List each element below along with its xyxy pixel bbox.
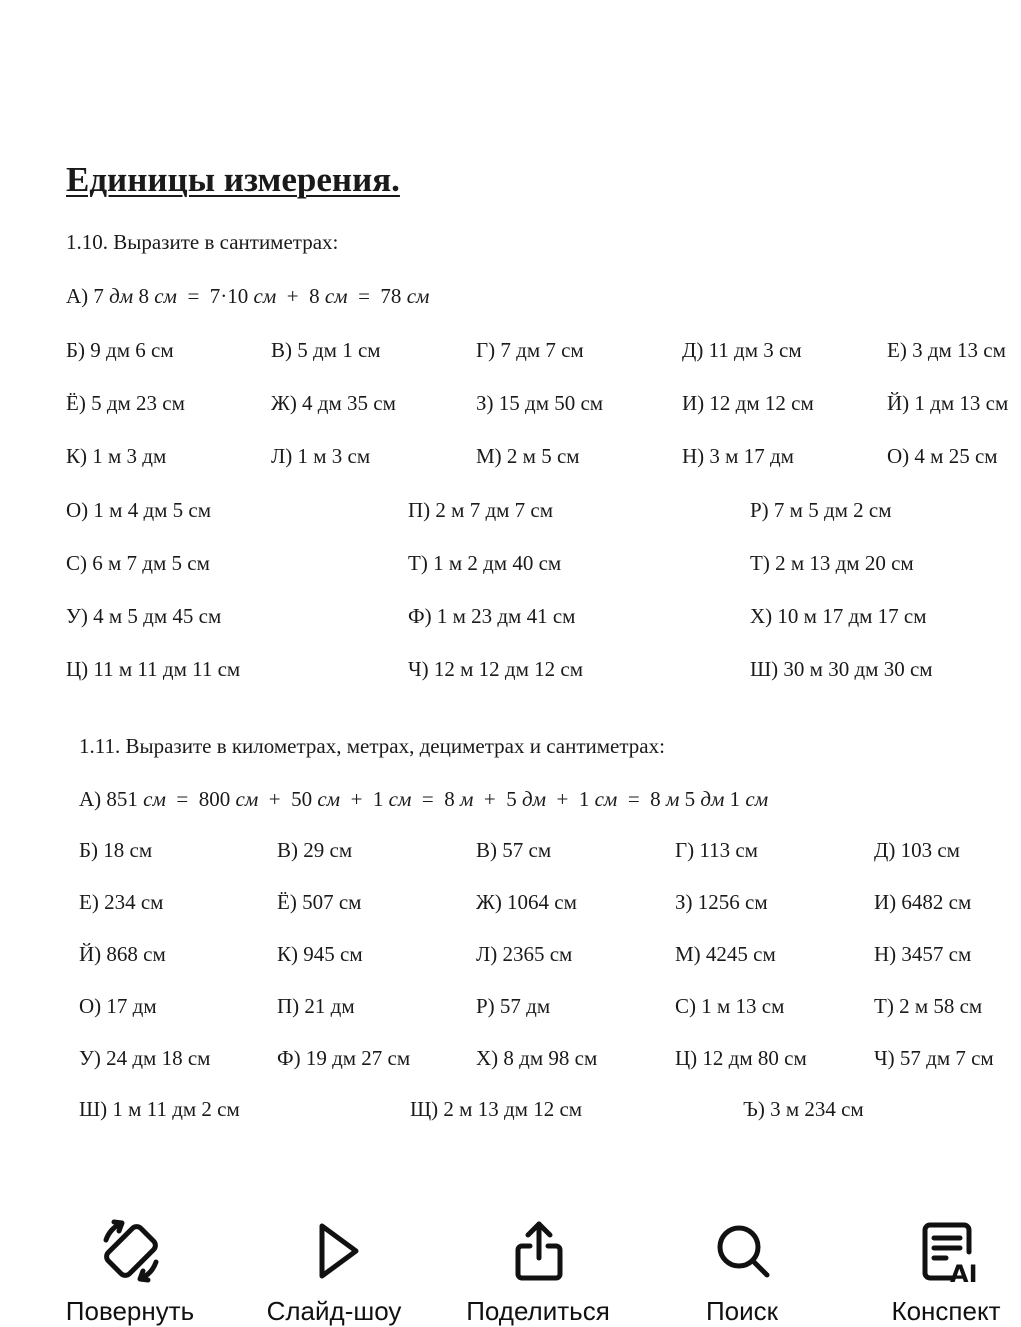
exercise-item: Л) 1 м 3 см <box>271 444 371 468</box>
exercise-item: Ж) 1064 см <box>476 890 577 914</box>
task-1-10-heading: 1.10. Выразите в сантиметрах: <box>66 230 339 254</box>
slideshow-button[interactable] <box>234 1218 434 1326</box>
exercise-item: К) 945 см <box>277 942 363 966</box>
exercise-item: Ш) 1 м 11 дм 2 см <box>79 1097 240 1121</box>
unit-text: см <box>406 284 430 308</box>
exercise-item: Ф) 19 дм 27 см <box>277 1046 411 1070</box>
unit-text: дм <box>521 787 547 811</box>
exercise-row <box>0 498 1010 528</box>
exercise-row <box>0 657 1010 687</box>
exercise-item: Ё) 5 дм 23 см <box>66 391 185 415</box>
ai-summary-icon <box>916 1218 978 1284</box>
exercise-item: И) 6482 см <box>874 890 972 914</box>
bottom-toolbar <box>0 1200 1021 1326</box>
exercise-item: М) 2 м 5 см <box>476 444 580 468</box>
exercise-item: Б) 18 см <box>79 838 153 862</box>
exercise-item: Х) 8 дм 98 см <box>476 1046 598 1070</box>
unit-text: см <box>154 284 177 308</box>
unit-text: см <box>235 787 259 811</box>
exercise-row <box>0 604 1010 634</box>
exercise-item: У) 4 м 5 дм 45 см <box>66 604 222 628</box>
exercise-item: Т) 2 м 58 см <box>874 994 983 1018</box>
exercise-row <box>0 444 1010 474</box>
formula-text: + 50 <box>258 787 318 811</box>
rotate-icon <box>100 1218 162 1284</box>
formula-text: 5 <box>679 787 701 811</box>
rotate-label: Повернуть <box>65 1296 195 1326</box>
exercise-item: И) 12 дм 12 см <box>682 391 814 415</box>
exercise-item: Й) 1 дм 13 см <box>887 391 1009 415</box>
task-1-10-example <box>66 284 429 309</box>
formula-text: = 800 <box>165 787 236 811</box>
unit-text: дм <box>109 284 134 308</box>
task1-ex-label: А) <box>66 284 94 308</box>
formula-text: + 1 <box>546 787 595 811</box>
exercise-item: Л) 2365 см <box>476 942 573 966</box>
share-icon <box>508 1218 570 1284</box>
exercise-item: Т) 1 м 2 дм 40 см <box>408 551 562 575</box>
exercise-item: У) 24 дм 18 см <box>79 1046 211 1070</box>
formula-text: 1 <box>724 787 746 811</box>
exercise-item: Т) 2 м 13 дм 20 см <box>750 551 914 575</box>
exercise-item: К) 1 м 3 дм <box>66 444 167 468</box>
exercise-item: Г) 113 см <box>675 838 758 862</box>
exercise-item: Ж) 4 дм 35 см <box>271 391 396 415</box>
formula-text: = 8 <box>617 787 666 811</box>
exercise-item: Р) 57 дм <box>476 994 551 1018</box>
exercise-row <box>0 338 1010 368</box>
exercise-item: Р) 7 м 5 дм 2 см <box>750 498 892 522</box>
formula-text: = 78 <box>347 284 407 308</box>
exercise-item: С) 1 м 13 см <box>675 994 785 1018</box>
summary-label: Конспект <box>891 1296 1001 1326</box>
unit-text: см <box>745 787 769 811</box>
exercise-row <box>0 942 1010 972</box>
exercise-row <box>0 890 1010 920</box>
formula-text: + 1 <box>340 787 389 811</box>
exercise-row <box>0 1046 1010 1076</box>
unit-text: см <box>388 787 412 811</box>
exercise-item: О) 1 м 4 дм 5 см <box>66 498 212 522</box>
slideshow-label: Слайд-шоу <box>266 1296 402 1326</box>
formula-text: + 8 <box>276 284 325 308</box>
exercise-row <box>0 994 1010 1024</box>
unit-text: м <box>665 787 680 811</box>
exercise-item: Е) 3 дм 13 см <box>887 338 1006 362</box>
unit-text: см <box>253 284 277 308</box>
exercise-item: С) 6 м 7 дм 5 см <box>66 551 210 575</box>
exercise-item: Ё) 507 см <box>277 890 362 914</box>
task-1-11-heading: 1.11. Выразите в километрах, метрах, дециметрах и сантиметрах: <box>79 734 665 758</box>
search-button[interactable] <box>642 1218 842 1326</box>
exercise-item: П) 2 м 7 дм 7 см <box>408 498 554 522</box>
task2-ex-label: А) <box>79 787 107 811</box>
exercise-item: Г) 7 дм 7 см <box>476 338 584 362</box>
exercise-item: Д) 11 дм 3 см <box>682 338 802 362</box>
exercise-item: Ц) 12 дм 80 см <box>675 1046 807 1070</box>
unit-text: см <box>143 787 166 811</box>
exercise-item: П) 21 дм <box>277 994 355 1018</box>
exercise-item: З) 15 дм 50 см <box>476 391 604 415</box>
formula-text: + 5 <box>473 787 522 811</box>
exercise-row <box>0 551 1010 581</box>
exercise-row <box>0 391 1010 421</box>
exercise-item: Д) 103 см <box>874 838 960 862</box>
unit-text: дм <box>700 787 725 811</box>
play-icon <box>304 1218 366 1284</box>
formula-text: 851 <box>106 787 144 811</box>
exercise-item: Ч) 12 м 12 дм 12 см <box>408 657 584 681</box>
exercise-item: Й) 868 см <box>79 942 166 966</box>
page-title: Единицы измерения. <box>66 160 400 199</box>
unit-text: см <box>324 284 348 308</box>
exercise-item: Ъ) 3 м 234 см <box>743 1097 864 1121</box>
unit-text: м <box>459 787 474 811</box>
exercise-item: О) 17 дм <box>79 994 157 1018</box>
exercise-item: Ч) 57 дм 7 см <box>874 1046 994 1070</box>
formula-text: = 7·10 <box>176 284 254 308</box>
summary-button[interactable] <box>846 1218 1021 1326</box>
exercise-item: В) 57 см <box>476 838 552 862</box>
formula-text: 7 <box>93 284 110 308</box>
exercise-item: В) 5 дм 1 см <box>271 338 381 362</box>
unit-text: см <box>594 787 618 811</box>
exercise-item: Ц) 11 м 11 дм 11 см <box>66 657 241 681</box>
exercise-item: Х) 10 м 17 дм 17 см <box>750 604 927 628</box>
unit-text: см <box>317 787 341 811</box>
exercise-item: Н) 3457 см <box>874 942 972 966</box>
exercise-row <box>0 838 1010 868</box>
exercise-item: Е) 234 см <box>79 890 164 914</box>
svg-text:AI: AI <box>950 1260 978 1284</box>
exercise-item: О) 4 м 25 см <box>887 444 998 468</box>
exercise-item: Н) 3 м 17 дм <box>682 444 794 468</box>
exercise-item: Ф) 1 м 23 дм 41 см <box>408 604 576 628</box>
search-label: Поиск <box>705 1296 779 1326</box>
share-label: Поделиться <box>466 1296 610 1326</box>
formula-text: = 8 <box>411 787 460 811</box>
exercise-row <box>0 1097 1010 1127</box>
formula-text: 8 <box>133 284 155 308</box>
share-button[interactable] <box>438 1218 638 1326</box>
exercise-item: Ш) 30 м 30 дм 30 см <box>750 657 933 681</box>
task-1-11-example <box>79 787 768 812</box>
exercise-item: Б) 9 дм 6 см <box>66 338 174 362</box>
exercise-item: Щ) 2 м 13 дм 12 см <box>410 1097 583 1121</box>
exercise-item: З) 1256 см <box>675 890 768 914</box>
exercise-item: В) 29 см <box>277 838 353 862</box>
rotate-button[interactable] <box>30 1218 230 1326</box>
search-icon <box>712 1218 774 1284</box>
exercise-item: М) 4245 см <box>675 942 776 966</box>
